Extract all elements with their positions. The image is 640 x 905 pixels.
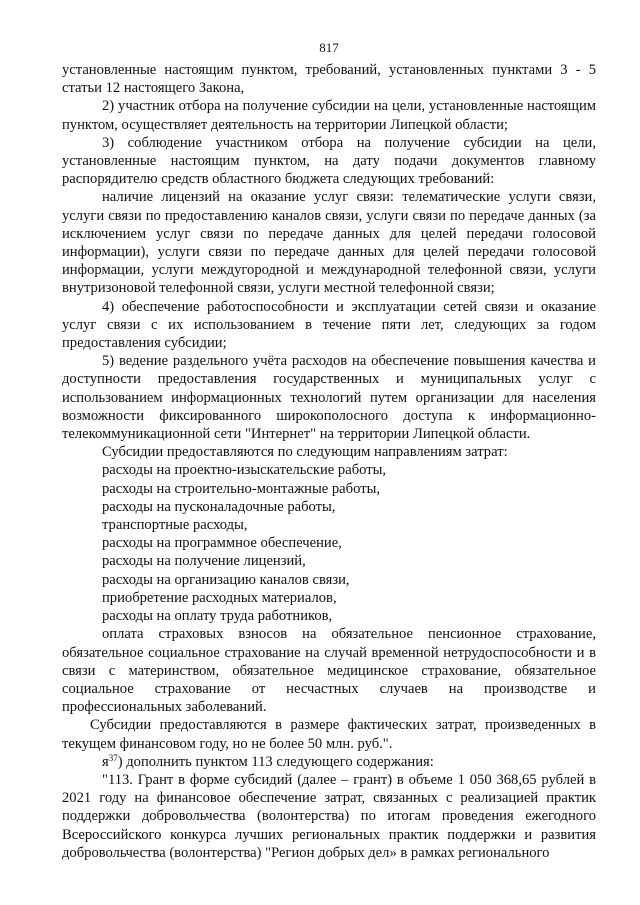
document-page bbox=[62, 0, 596, 862]
paragraph-item-4: 4) обеспечение работоспособности и эксплуатации сетей связи и оказание услуг связи с их использованием в течение пяти лет, следующих за годом предоставления субсидии; bbox=[62, 298, 596, 352]
amendment-text: ) дополнить пунктом 113 следующего содержания: bbox=[117, 753, 434, 770]
paragraph-intro: установленные настоящим пунктом, требований, установленных пунктами 3 - 5 статьи 12 настоящего Закона, bbox=[62, 62, 596, 97]
paragraph-directions: Субсидии предоставляются по следующим направлениям затрат: bbox=[102, 444, 508, 461]
expense-item: расходы на программное обеспечение, bbox=[102, 535, 342, 552]
paragraph-amount: Субсидии предоставляются в размере фактических затрат, произведенных в текущем финансовом году, но не более 50 млн. руб.". bbox=[62, 717, 596, 752]
paragraph-licenses: наличие лицензий на оказание услуг связи: телематические услуги связи, услуги связи по предоставлению каналов связи, услуги связи по передаче данных (за исключением услуг связи по передаче данных для целей передачи голосовой информации), услуги связи по передаче данных для целей передачи голосовой информации, услуги междугородной и международной телефонной связи, услуги внутризоновой телефонной связи, услуги местной телефонной связи; bbox=[62, 189, 596, 297]
paragraph-item-2: 2) участник отбора на получение субсидии на цели, установленные настоящим пунктом, осуществляет деятельность на территории Липецкой области; bbox=[62, 98, 596, 133]
expense-item: расходы на строительно-монтажные работы, bbox=[102, 480, 381, 497]
paragraph-item-5: 5) ведение раздельного учёта расходов на обеспечение повышения качества и доступности предоставления государственных и муниципальных услуг с использованием информационных технологий путем организации для населения возможности фиксированного широкополосного доступа к информационно-телекоммуникационной сети "Интернет" на территории Липецкой области. bbox=[62, 353, 596, 443]
paragraph-item-3: 3) соблюдение участником отбора на получение субсидии на цели, установленные настоящим пунктом, на дату подачи документов главному распорядителю средств областного бюджета следующих требований: bbox=[62, 134, 596, 188]
expense-item: расходы на оплату труда работников, bbox=[102, 608, 333, 625]
expense-item: расходы на организацию каналов связи, bbox=[102, 571, 350, 588]
paragraph-item-113: "113. Грант в форме субсидий (далее – грант) в объеме 1 050 368,65 рублей в 2021 году на финансовое обеспечение затрат, связанных с реализацией практик поддержки добровольчества (волонтерства) по итогам проведения ежегодного Всероссийского конкурса лучших региональных практик поддержки и развития добровольчества (волонтерства) "Регион добрых дел» в рамках регионального bbox=[62, 771, 596, 861]
paragraph-insurance: оплата страховых взносов на обязательное пенсионное страхование, обязательное социальное страхование на случай временной нетрудоспособности и в связи с материнством, обязательное медицинское страхование, обязательное социальное страхование от несчастных случаев на производстве и профессиональных заболеваний. bbox=[62, 626, 596, 716]
amendment-letter: я bbox=[102, 753, 109, 770]
paragraph-amendment bbox=[62, 753, 596, 771]
page-number: 817 bbox=[319, 40, 339, 55]
expense-item: приобретение расходных материалов, bbox=[102, 589, 337, 606]
expense-item: расходы на проектно-изыскательские работы, bbox=[102, 462, 387, 479]
expense-item: транспортные расходы, bbox=[102, 517, 248, 534]
amendment-footnote-number: 37 bbox=[108, 752, 118, 763]
expense-item: расходы на пусконаладочные работы, bbox=[102, 498, 336, 515]
expense-item: расходы на получение лицензий, bbox=[102, 553, 306, 570]
